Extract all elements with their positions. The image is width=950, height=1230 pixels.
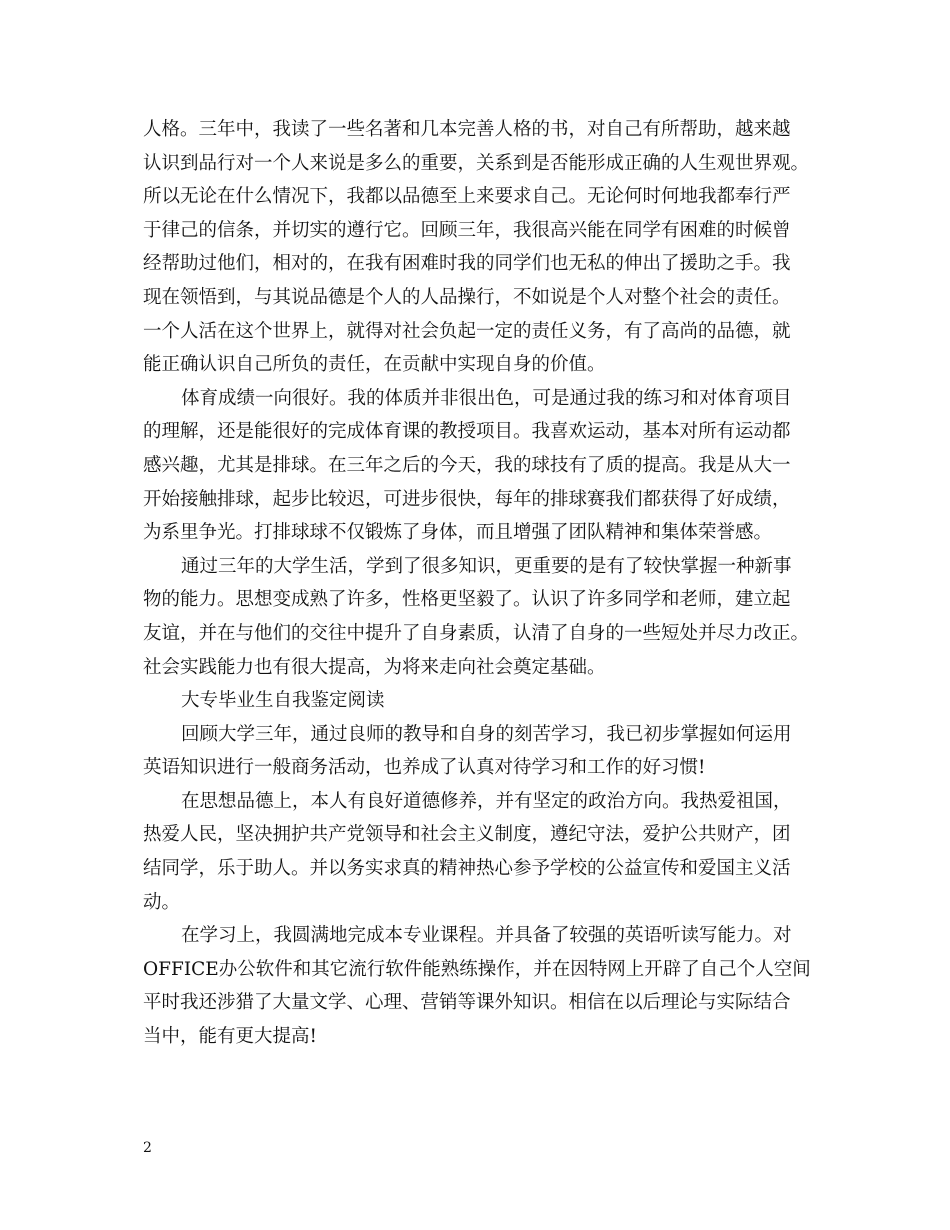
text-line: 通过三年的大学生活，学到了很多知识，更重要的是有了较快掌握一种新事 xyxy=(181,555,792,577)
text-line: 认识到品行对一个人来说是多么的重要，关系到是否能形成正确的人生观世界观。 xyxy=(143,152,810,174)
text-line: 热爱人民，坚决拥护共产党领导和社会主义制度，遵纪守法，爱护公共财产，团 xyxy=(143,824,791,846)
text-line: 大专毕业生自我鉴定阅读 xyxy=(181,690,385,712)
text-line: 物的能力。思想变成熟了许多，性格更坚毅了。认识了许多同学和老师，建立起 xyxy=(143,589,791,611)
text-line: 友谊，并在与他们的交往中提升了自身素质，认清了自身的一些短处并尽力改正。 xyxy=(143,622,810,644)
text-line: 于律己的信条，并切实的遵行它。回顾三年，我很高兴能在同学有困难的时候曾 xyxy=(143,219,791,241)
text-line: 体育成绩一向很好。我的体质并非很出色，可是通过我的练习和对体育项目 xyxy=(181,387,792,409)
text-line: 为系里争光。打排球球不仅锻炼了身体，而且增强了团队精神和集体荣誉感。 xyxy=(143,522,773,544)
text-line: 能正确认识自己所负的责任，在贡献中实现自身的价值。 xyxy=(143,354,606,376)
text-line: 动。 xyxy=(143,891,181,913)
text-line: 平时我还涉猎了大量文学、心理、营销等课外知识。相信在以后理论与实际结合 xyxy=(143,992,791,1014)
text-line: 在学习上，我圆满地完成本专业课程。并具备了较强的英语听读写能力。对 xyxy=(181,925,792,947)
text-line: 英语知识进行一般商务活动，也养成了认真对待学习和工作的好习惯! xyxy=(143,757,706,779)
text-line: 所以无论在什么情况下，我都以品德至上来要求自己。无论何时何地我都奉行严 xyxy=(143,186,791,208)
text-line: 一个人活在这个世界上，就得对社会负起一定的责任义务，有了高尚的品德，就 xyxy=(143,320,791,342)
text-line: 在思想品德上，本人有良好道德修养，并有坚定的政治方向。我热爱祖国， xyxy=(181,790,792,812)
page-number: 2 xyxy=(143,1140,152,1156)
text-line: 社会实践能力也有很大提高，为将来走向社会奠定基础。 xyxy=(143,656,606,678)
text-line: 回顾大学三年，通过良师的教导和自身的刻苦学习，我已初步掌握如何运用 xyxy=(181,723,792,745)
text-line: 感兴趣，尤其是排球。在三年之后的今天，我的球技有了质的提高。我是从大一 xyxy=(143,454,791,476)
text-line: 开始接触排球，起步比较迟，可进步很快，每年的排球赛我们都获得了好成绩， xyxy=(143,488,791,510)
text-line: 人格。三年中，我读了一些名著和几本完善人格的书，对自己有所帮助，越来越 xyxy=(143,119,791,140)
text-line: OFFICE办公软件和其它流行软件能熟练操作，并在因特网上开辟了自己个人空间 xyxy=(143,958,811,980)
text-line: 现在领悟到，与其说品德是个人的人品操行，不如说是个人对整个社会的责任。 xyxy=(143,286,791,308)
text-line: 结同学，乐于助人。并以务实求真的精神热心参予学校的公益宣传和爱国主义活 xyxy=(143,858,791,880)
document-body xyxy=(143,113,828,1054)
text-line: 的理解，还是能很好的完成体育课的教授项目。我喜欢运动，基本对所有运动都 xyxy=(143,421,791,443)
text-line: 经帮助过他们，相对的，在我有困难时我的同学们也无私的伸出了援助之手。我 xyxy=(143,253,791,275)
text-line: 当中，能有更大提高! xyxy=(143,1026,317,1048)
